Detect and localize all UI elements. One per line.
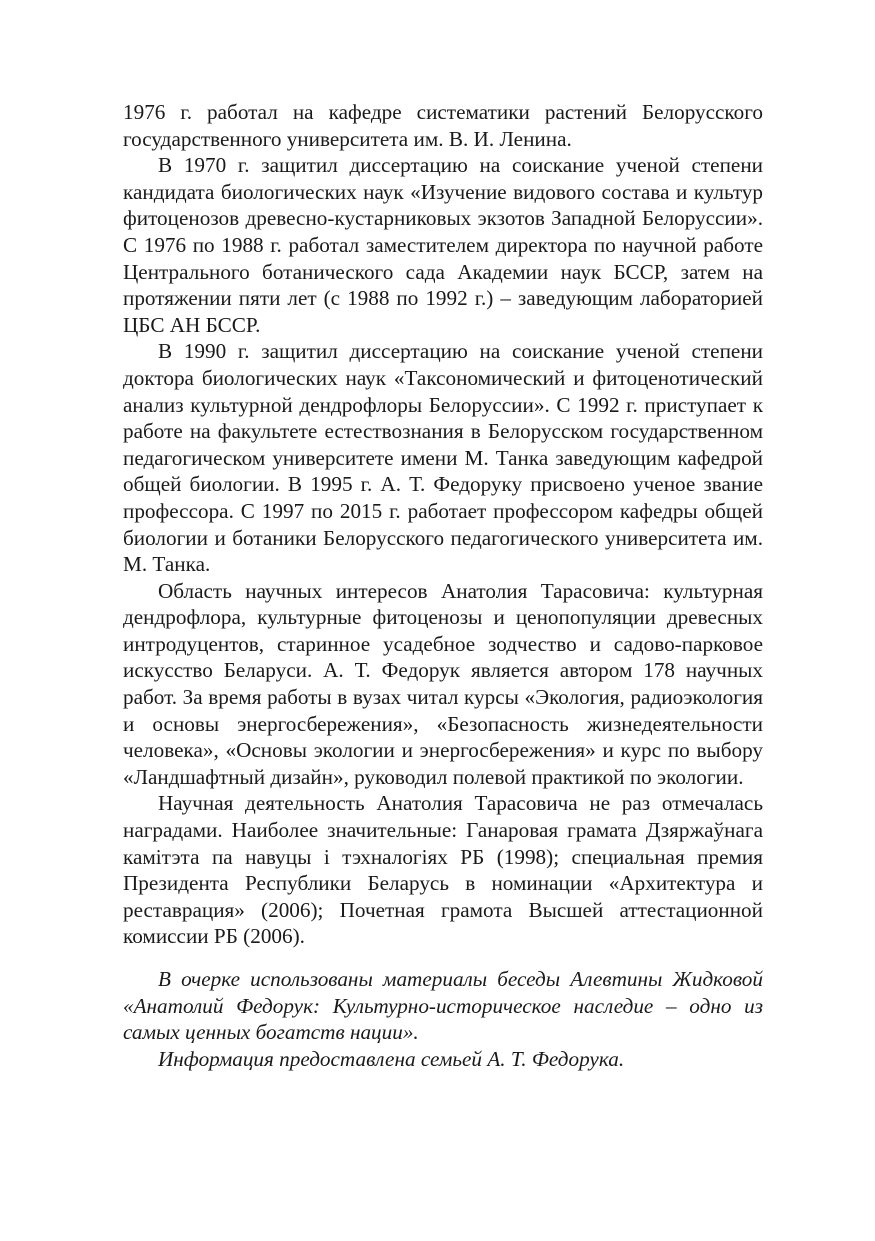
paragraph-career-bsu: 1976 г. работал на кафедре систематики растений Белорусского государственного университета им. В. И. Ленина. bbox=[123, 100, 763, 151]
body-text bbox=[123, 99, 763, 950]
note-sources: В очерке использованы материалы беседы Алевтины Жидковой «Анатолий Федорук: Культурно-историческое наследие – одно из самых ценных богатств нации». bbox=[123, 967, 763, 1045]
paragraph-awards: Научная деятельность Анатолия Тарасовича не раз отмечалась наградами. Наиболее значительные: Ганаровая грамата Дзяржаўнага камітэта па навуцы і тэхналогіях РБ (1998); специальная премия Президента Республики Беларусь в номинации «Архитектура и реставрация» (2006); Почетная грамота Высшей аттестационной комиссии РБ (2006). bbox=[123, 791, 763, 949]
paragraph-research-interests: Область научных интересов Анатолия Тарасовича: культурная дендрофлора, культурные фитоценозы и ценопопуляции древесных интродуцентов, старинное усадебное зодчество и садово-парковое искусство Беларуси. А. Т. Федорук является автором 178 научных работ. За время работы в вузах читал курсы «Экология, радиоэкология и основы энергосбережения», «Безопасность жизнедеятельности человека», «Основы экологии и энергосбережения» и курс по выбору «Ландшафтный дизайн», руководил полевой практикой по экологии. bbox=[123, 578, 763, 789]
paragraph-candidate-dissertation: В 1970 г. защитил диссертацию на соискание ученой степени кандидата биологических наук «Изучение видового состава и культур фитоценозов древесно-кустарниковых экзотов Западной Белоруссии». С 1976 по 1988 г. работал заместителем директора по научной работе Центрального ботанического сада Академии наук БССР, затем на протяжении пяти лет (с 1988 по 1992 г.) – заведующим лабораторией ЦБС АН БССР. bbox=[123, 153, 763, 337]
paragraph-doctoral-dissertation: В 1990 г. защитил диссертацию на соискание ученой степени доктора биологических наук «Таксономический и фитоценотический анализ культурной дендрофлоры Белоруссии». С 1992 г. приступает к работе на факультете естествознания в Белорусском государственном педагогическом университете имени М. Танка заведующим кафедрой общей биологии. В 1995 г. А. Т. Федоруку присвоено ученое звание профессора. С 1997 по 2015 г. работает профессором кафедры общей биологии и ботаники Белорусского педагогического университета им. М. Танка. bbox=[123, 339, 763, 577]
source-notes bbox=[123, 966, 763, 1072]
note-family: Информация предоставлена семьей А. Т. Федорука. bbox=[158, 1046, 625, 1071]
document-page bbox=[123, 99, 763, 1072]
